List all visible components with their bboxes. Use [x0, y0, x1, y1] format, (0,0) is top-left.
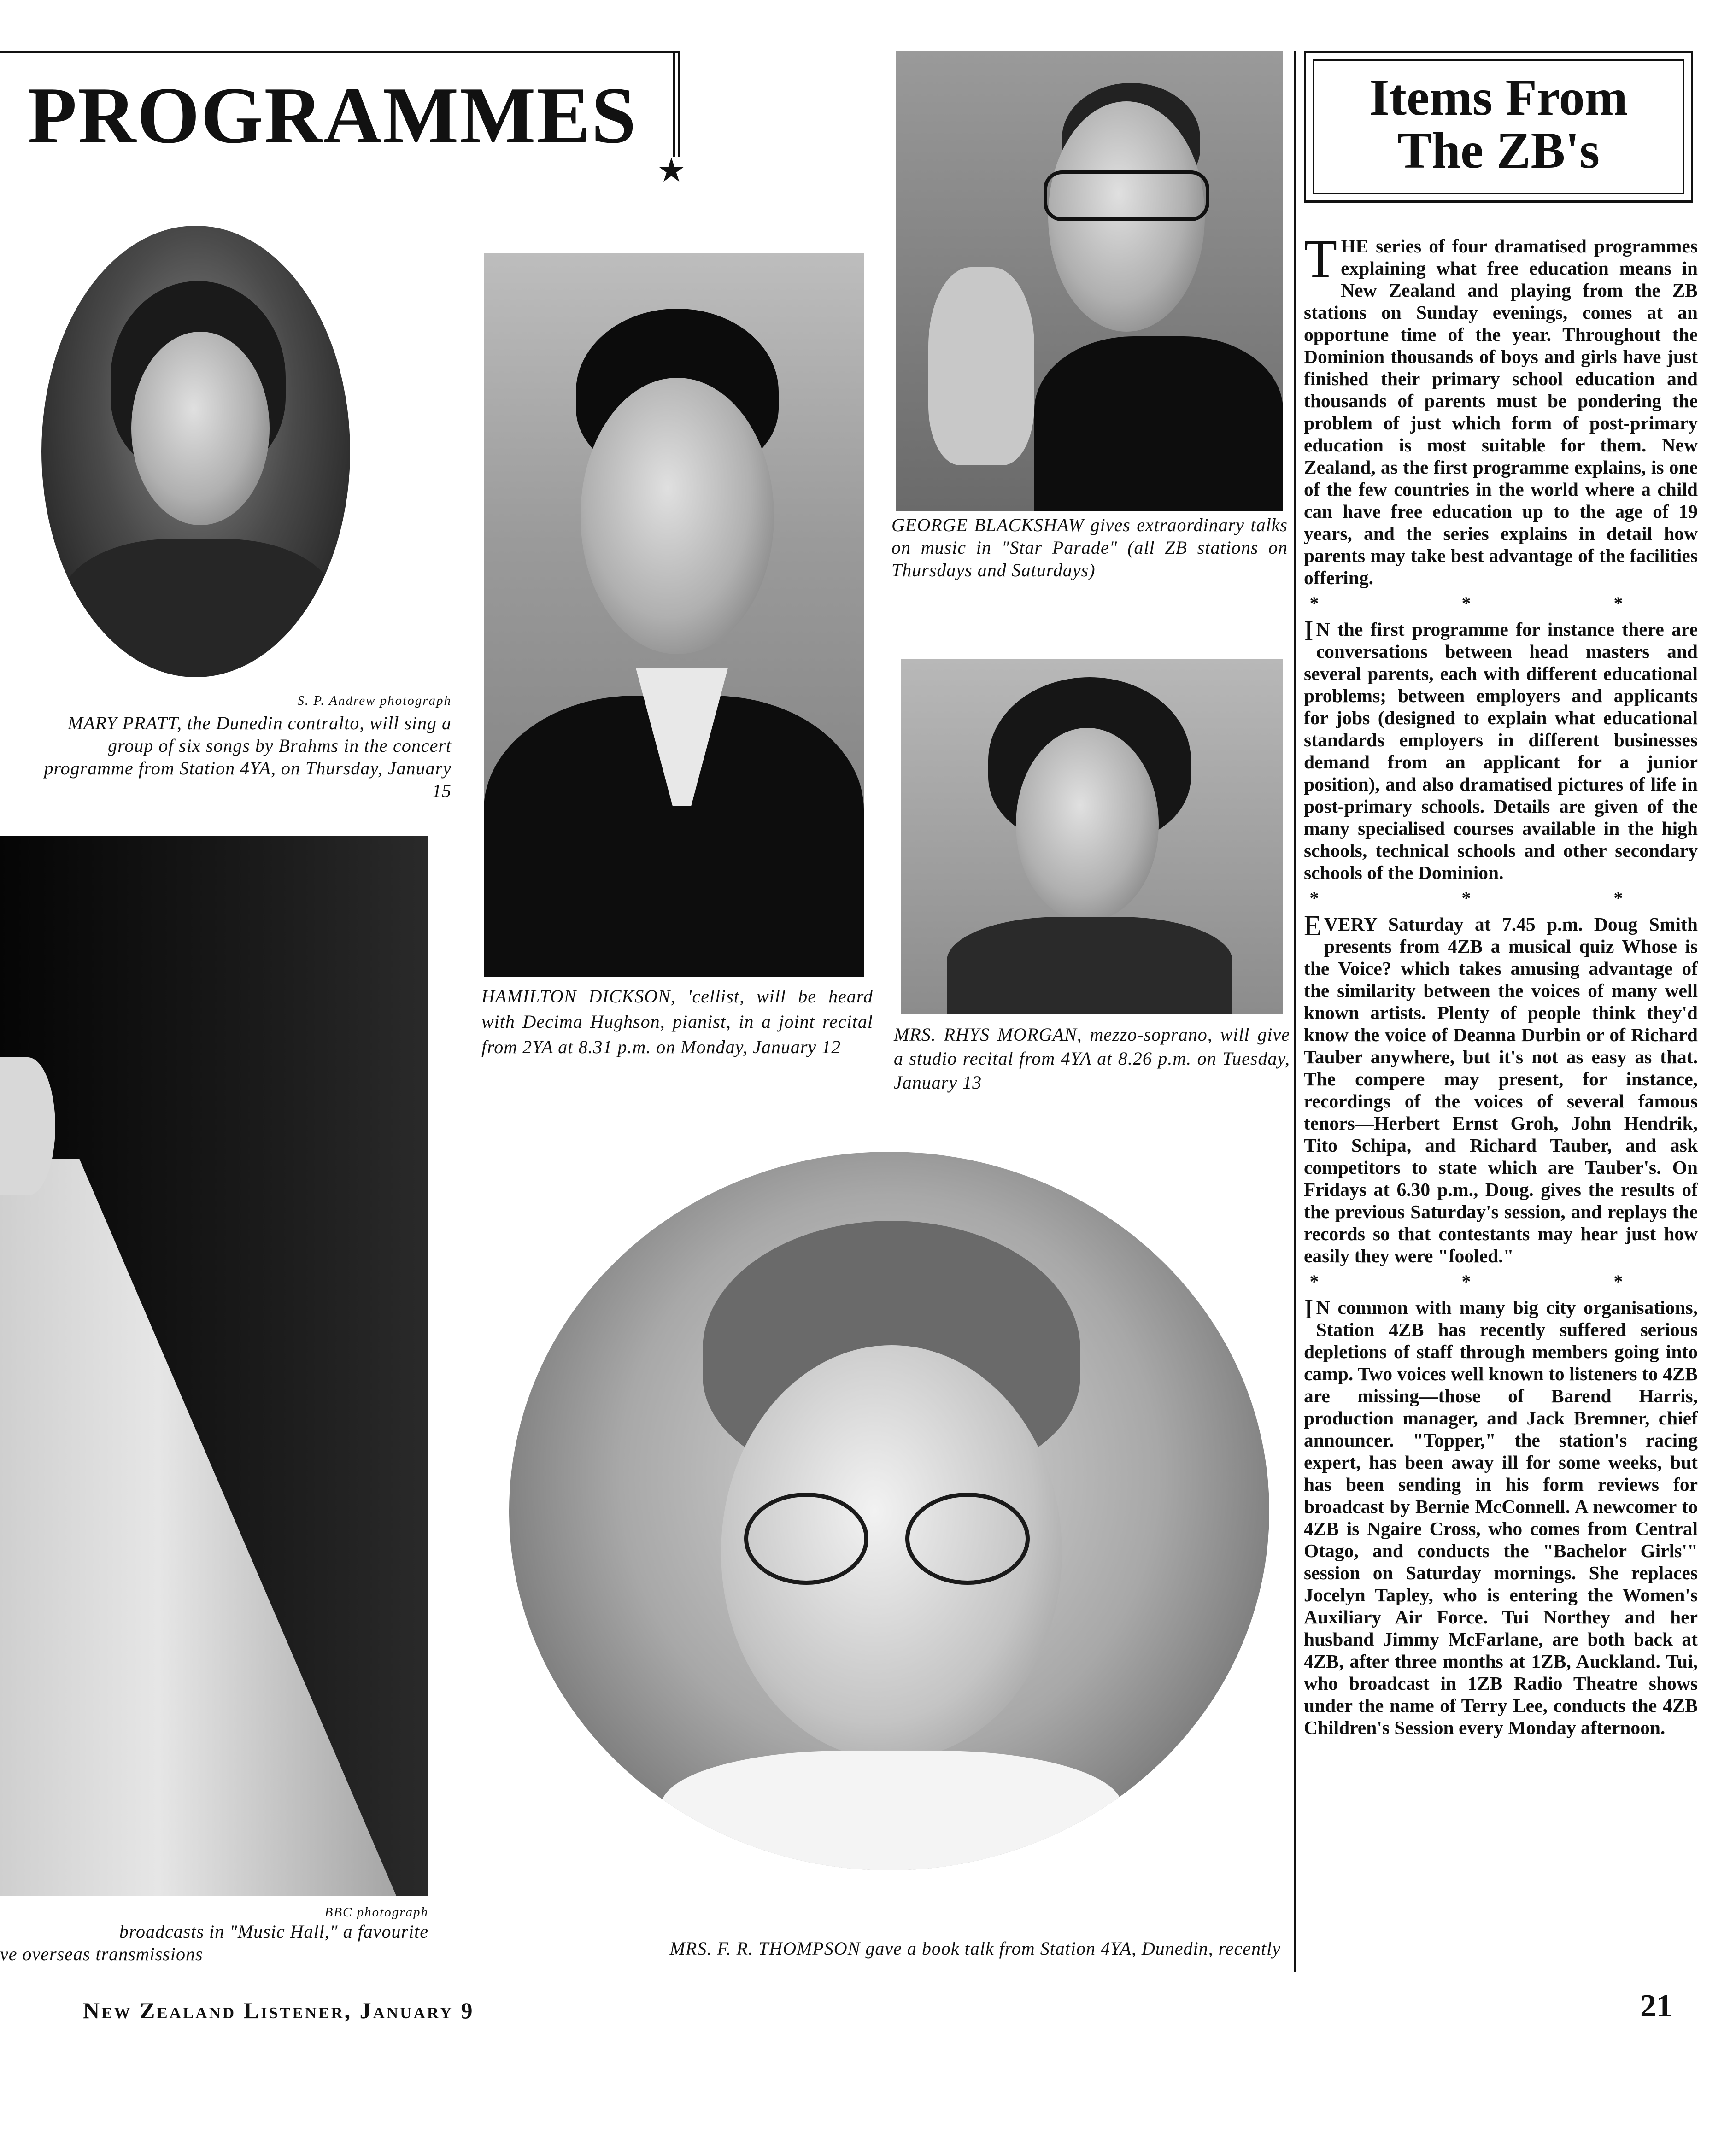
separator-stars: * * *	[1309, 593, 1692, 614]
bbc-photo-credit: BBC photograph	[324, 1905, 428, 1920]
masthead-frame-right-2	[678, 51, 680, 157]
photo-glasses	[1044, 170, 1209, 221]
dropcap: I	[1304, 615, 1314, 647]
photo-hand	[928, 267, 1034, 465]
article-paragraph-4: I N common with many big city organisations, Station 4ZB has recently suffered serious depletions of staff through members going into camp. Two voices well known to listeners to 4ZB are missing—those of Barend Harris, production manager, and Jack Bremner, chief announcer. "Topper," the station's racing expert, has been away ill for some weeks, but has been sending in his form reviews for broadcast by Bernie McConnell. A newcomer to 4ZB is Ngaire Cross, who comes from Central Otago, and conducts the "Bachelor Girls'" session on Saturday mornings. She replaces Jocelyn Tapley, who is entering the Women's Auxiliary Air Force. Tui Northey and her husband Jimmy McFarlane, are both back at 4ZB, after three months at 1ZB, Auckland. Tui, who broadcast in 1ZB Radio Theatre shows under the name of Terry Lee, conducts the 4ZB Children's Session every Monday afternoon.	[1304, 1294, 1698, 1738]
photo-george-blackshaw	[896, 51, 1283, 511]
thompson-caption: MRS. F. R. THOMPSON gave a book talk from Station 4YA, Dunedin, recently	[669, 1938, 1281, 1959]
photo-clothing	[60, 539, 336, 677]
article-paragraph-1: THE series of four dramatised programmes explaining what free education means in New Zealand and playing from the ZB stations on Sunday evenings, comes at an opportune time of the year. Throughout the Dominion thousands of boys and girls have just finished their primary school education and thousands of parents must be pondering the problem of just which form of post-primary education is most suitable for them. New Zealand, as the first programme explains, is one of the few countries in the world where a child can have free education up to the age of 19 years, and the series explains in detail how parents may take best advantage of the facilities offering.	[1304, 228, 1698, 588]
pratt-photo-credit: S. P. Andrew photograph	[297, 693, 452, 708]
photo-face	[581, 378, 774, 654]
masthead-frame-right	[673, 51, 675, 157]
article-column	[1304, 228, 1698, 1739]
photo-shoulder	[0, 1057, 55, 1195]
dropcap: I	[1304, 1294, 1314, 1325]
photo-mary-pratt	[41, 226, 350, 677]
photo-face	[131, 332, 270, 525]
photo-glasses-left	[744, 1493, 868, 1585]
photo-collar	[661, 1751, 1122, 1870]
photo-glasses-right	[905, 1493, 1030, 1585]
separator-stars: * * *	[1309, 1271, 1692, 1292]
zb-title-box	[1304, 51, 1693, 203]
column-divider	[1294, 51, 1296, 1972]
star-icon: ★	[657, 152, 686, 189]
left-caption-line1: broadcasts in "Music Hall," a favourite	[119, 1921, 428, 1942]
zb-title-line2: The ZB's	[1397, 122, 1600, 179]
photo-clothing	[1034, 336, 1283, 511]
left-caption-line2: ve overseas transmissions	[0, 1944, 203, 1964]
zb-title-line1: Items From	[1369, 69, 1628, 126]
pratt-caption: MARY PRATT, the Dunedin contralto, will sing a group of six songs by Brahms in the concert programme from Station 4YA, on Thursday, January 15	[44, 713, 452, 801]
photo-thompson	[509, 1152, 1269, 1870]
blackshaw-caption: GEORGE BLACKSHAW gives extraordinary talks on music in "Star Parade" (all ZB stations on Thursdays and Saturdays)	[891, 515, 1288, 580]
photo-rhys-morgan	[901, 659, 1283, 1014]
photo-hamilton-dickson	[484, 253, 864, 977]
article-paragraph-2: I N the first programme for instance there are conversations between head masters and several parents, each with different educational problems; between employers and applicants for jobs (designed to explain what educational standards employers in different businesses demand from an applicant for a junior position), and also dramatised pictures of life in post-primary schools. Details are given of the many specialised courses available in the high schools, technical schools and other secondary schools of the Dominion.	[1304, 615, 1698, 883]
separator-stars: * * *	[1309, 888, 1692, 908]
dropcap: T	[1304, 228, 1337, 289]
dickson-caption: HAMILTON DICKSON, 'cellist, will be heard with Decima Hughson, pianist, in a joint recital from 2YA at 8.31 p.m. on Monday, January 12	[481, 986, 873, 1057]
morgan-caption: MRS. RHYS MORGAN, mezzo-soprano, will give a studio recital from 4YA at 8.26 p.m. on Tuesday, January 13	[894, 1024, 1290, 1093]
photo-clothing	[947, 917, 1232, 1014]
masthead-title: PROGRAMMES	[28, 70, 637, 160]
footer-publication: New Zealand Listener, January 9	[83, 1998, 475, 2023]
photo-face	[1016, 728, 1159, 921]
dropcap: E	[1304, 910, 1321, 942]
photo-gown	[0, 1159, 396, 1896]
masthead-frame-top	[0, 51, 680, 53]
article-paragraph-3: E VERY Saturday at 7.45 p.m. Doug Smith presents from 4ZB a musical quiz Whose is the Voice? which takes amusing advantage of the similarity between the voices of many well known artists. Plenty of people think they'd know the voice of Deanna Durbin or of Richard Tauber anywhere, but it's not as easy as that. The compere may present, for instance, recordings of the voices of several famous tenors—Herbert Ernst Groh, John Hendrik, Tito Schipa, and Richard Tauber, and ask competitors to state which are Tauber's. On Fridays at 6.30 p.m., Doug. gives the results of the previous Saturday's session, and replays the records so that contestants may hear just how easily they were "fooled."	[1304, 910, 1698, 1266]
photo-left-singer	[0, 836, 428, 1896]
page-number: 21	[1640, 1988, 1672, 2024]
